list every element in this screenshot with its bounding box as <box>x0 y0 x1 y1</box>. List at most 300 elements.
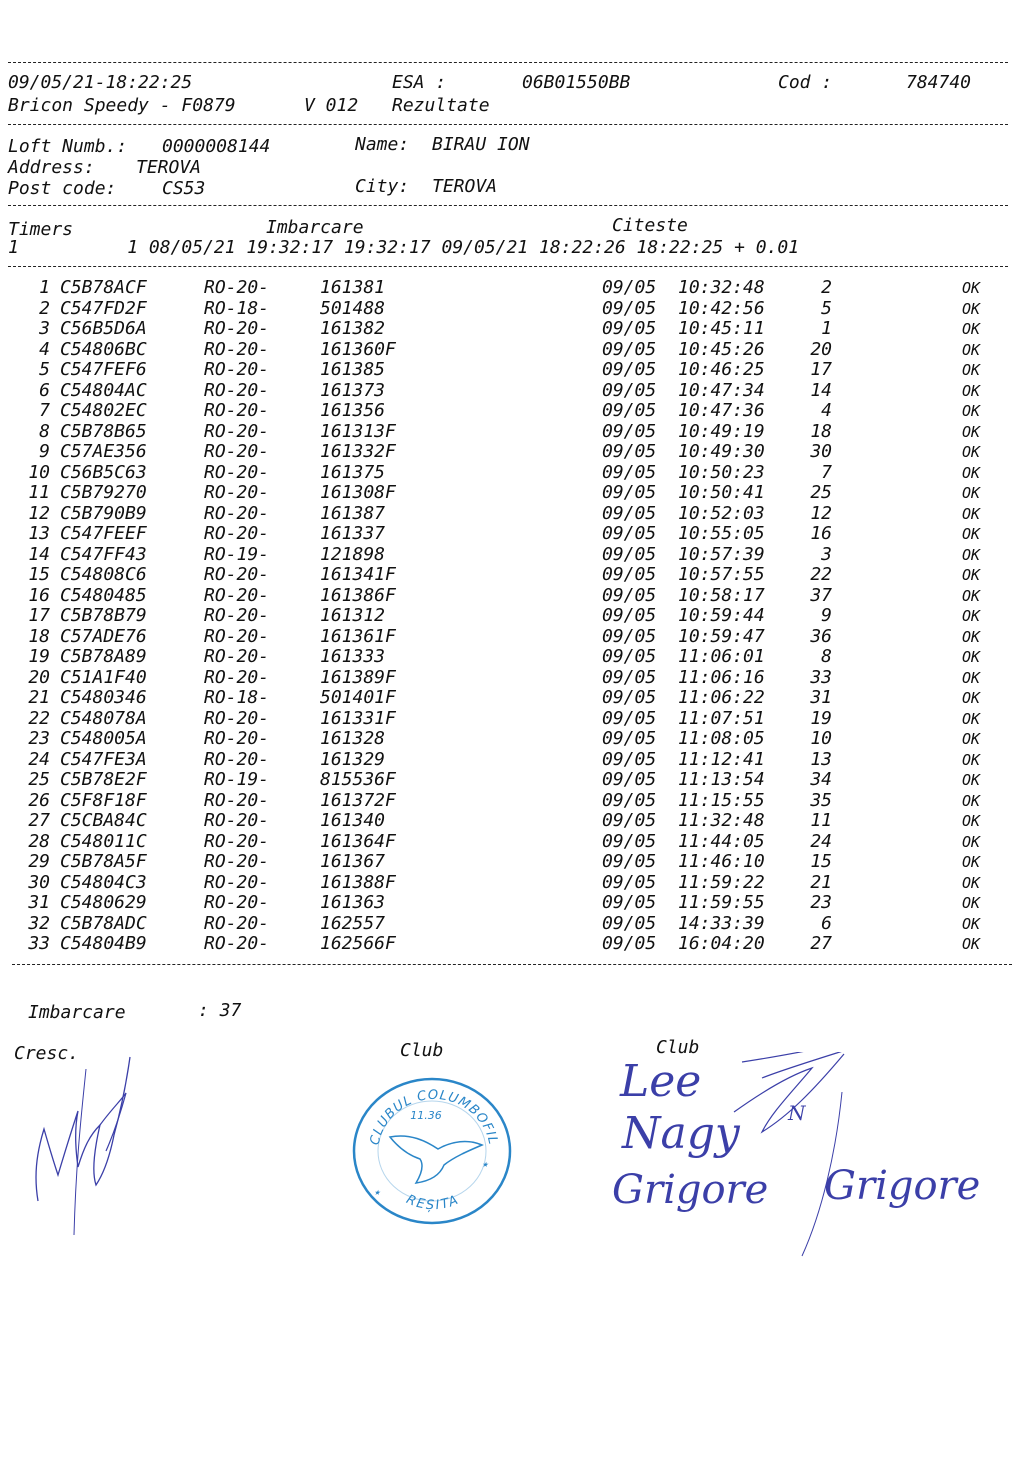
ring-prefix: RO-20- <box>204 728 270 749</box>
table-row <box>0 873 1024 893</box>
arrival-date: 09/05 <box>602 297 657 319</box>
status-ok: OK <box>962 709 981 728</box>
position: 14 <box>810 379 832 401</box>
ring-prefix: RO-20- <box>204 871 270 893</box>
row-index: 15 <box>28 564 50 585</box>
row-index: 21 <box>28 687 50 708</box>
table-row <box>0 360 1024 380</box>
arrival-date: 09/05 <box>602 359 657 380</box>
ring-number: 161375 <box>320 461 386 483</box>
arrival-date: 09/05 <box>602 851 657 872</box>
chip-code: C5B78A5F <box>60 851 147 872</box>
ring-prefix: RO-20- <box>204 892 270 913</box>
arrival-date: 09/05 <box>602 318 657 339</box>
chip-code: C5B78B79 <box>60 605 147 626</box>
dove-icon <box>390 1136 482 1183</box>
table-row <box>0 504 1024 524</box>
position: 34 <box>810 769 832 790</box>
ring-number: 161388F <box>320 871 396 893</box>
arrival-time: 11:15:55 <box>678 789 765 811</box>
ring-number: 161382 <box>320 318 386 339</box>
chip-code: C5B78B65 <box>60 420 147 442</box>
table-row <box>0 524 1024 544</box>
ring-prefix: RO-20- <box>204 338 270 360</box>
arrival-date: 09/05 <box>602 543 657 565</box>
status-ok: OK <box>962 730 981 748</box>
arrival-date: 09/05 <box>602 625 657 647</box>
chip-code: C5B78ACF <box>60 277 147 298</box>
table-row <box>0 319 1024 339</box>
position: 36 <box>810 625 832 647</box>
arrival-time: 10:55:05 <box>678 523 765 544</box>
postcode-value: CS53 <box>162 178 206 199</box>
table-row <box>0 729 1024 749</box>
arrival-date: 09/05 <box>602 871 657 893</box>
ring-number: 161356 <box>320 400 386 421</box>
arrival-time: 10:50:41 <box>678 482 765 503</box>
table-row <box>0 750 1024 770</box>
arrival-date: 09/05 <box>602 482 657 503</box>
arrival-date: 09/05 <box>602 400 657 421</box>
ring-prefix: RO-20- <box>204 933 270 954</box>
row-index: 13 <box>28 523 50 544</box>
ring-number: 162566F <box>320 933 396 954</box>
separator-line <box>8 124 1008 125</box>
ring-number: 815536F <box>320 769 396 790</box>
status-ok: OK <box>962 279 981 297</box>
esa-label: ESA : <box>392 72 447 93</box>
report-type: Rezultate <box>392 95 490 116</box>
position: 16 <box>810 523 832 544</box>
chip-code: C54804C3 <box>60 871 147 893</box>
ring-prefix: RO-20- <box>204 851 270 872</box>
ring-number: 162557 <box>320 912 386 934</box>
arrival-date: 09/05 <box>602 441 657 462</box>
club-label-1: Club <box>400 1040 444 1061</box>
citeste-header: Citeste <box>612 215 688 236</box>
row-index: 26 <box>28 789 50 811</box>
postcode-label: Post code: <box>8 178 117 199</box>
chip-code: C5B79270 <box>60 482 147 503</box>
table-row <box>0 340 1024 360</box>
position: 15 <box>810 851 832 872</box>
chip-code: C548005A <box>60 728 147 749</box>
status-ok: OK <box>962 750 981 769</box>
table-row <box>0 381 1024 401</box>
position: 27 <box>810 933 832 954</box>
status-ok: OK <box>962 832 981 851</box>
arrival-time: 11:06:16 <box>678 666 765 688</box>
position: 35 <box>810 789 832 811</box>
arrival-date: 09/05 <box>602 523 657 544</box>
arrival-date: 09/05 <box>602 584 657 606</box>
row-index: 30 <box>28 871 50 893</box>
table-row <box>0 791 1024 811</box>
position: 12 <box>810 502 832 524</box>
status-ok: OK <box>962 935 981 953</box>
position: 30 <box>810 441 832 462</box>
version: V 012 <box>304 95 359 116</box>
ring-prefix: RO-20- <box>204 277 270 298</box>
table-row <box>0 832 1024 852</box>
ring-prefix: RO-20- <box>204 584 270 606</box>
signature-initials: N <box>788 1101 806 1125</box>
chip-code: C5480629 <box>60 892 147 913</box>
ring-number: 161331F <box>320 707 396 729</box>
ring-prefix: RO-20- <box>204 420 270 442</box>
position: 4 <box>821 400 832 421</box>
timers-label: Timers <box>8 219 74 240</box>
arrival-time: 10:45:26 <box>678 338 765 360</box>
status-ok: OK <box>962 402 981 420</box>
row-index: 10 <box>28 461 50 483</box>
imbarcare-header: Imbarcare <box>266 217 364 238</box>
ring-prefix: RO-20- <box>204 400 270 421</box>
ring-prefix: RO-19- <box>204 543 270 565</box>
table-row <box>0 668 1024 688</box>
ring-number: 501401F <box>320 687 396 708</box>
chip-code: C5B78E2F <box>60 769 147 790</box>
ring-prefix: RO-20- <box>204 523 270 544</box>
address-value: TEROVA <box>136 157 202 178</box>
ring-number: 161361F <box>320 625 396 647</box>
position: 3 <box>821 543 832 565</box>
status-ok: OK <box>962 586 981 605</box>
row-index: 3 <box>39 318 50 339</box>
arrival-time: 16:04:20 <box>678 933 765 954</box>
status-ok: OK <box>962 894 981 912</box>
table-row <box>0 422 1024 442</box>
separator-line <box>8 62 1008 63</box>
table-row <box>0 401 1024 421</box>
table-row <box>0 299 1024 319</box>
status-ok: OK <box>962 443 981 461</box>
status-ok: OK <box>962 545 981 564</box>
position: 7 <box>821 461 832 483</box>
position: 24 <box>810 830 832 852</box>
position: 13 <box>810 748 832 770</box>
arrival-date: 09/05 <box>602 666 657 688</box>
chip-code: C54804AC <box>60 379 147 401</box>
chip-code: C5B790B9 <box>60 502 147 524</box>
arrival-date: 09/05 <box>602 338 657 360</box>
arrival-date: 09/05 <box>602 646 657 667</box>
ring-number: 161337 <box>320 523 386 544</box>
committee-signatures <box>612 1052 1002 1258</box>
ring-number: 161313F <box>320 420 396 442</box>
arrival-date: 09/05 <box>602 728 657 749</box>
arrival-date: 09/05 <box>602 277 657 298</box>
ring-prefix: RO-20- <box>204 748 270 770</box>
status-ok: OK <box>962 463 981 482</box>
ring-prefix: RO-20- <box>204 564 270 585</box>
ring-number: 161328 <box>320 728 386 749</box>
esa-value: 06B01550BB <box>522 72 631 93</box>
name-label: Name: <box>355 134 410 155</box>
ring-number: 161372F <box>320 789 396 811</box>
status-ok: OK <box>962 648 981 666</box>
ring-prefix: RO-20- <box>204 810 270 831</box>
ring-number: 161329 <box>320 748 386 770</box>
ring-prefix: RO-18- <box>204 687 270 708</box>
position: 23 <box>810 892 832 913</box>
chip-code: C57AE356 <box>60 441 147 462</box>
row-index: 4 <box>39 338 50 360</box>
ring-prefix: RO-18- <box>204 297 270 319</box>
city-value: TEROVA <box>432 176 498 197</box>
row-index: 6 <box>39 379 50 401</box>
position: 20 <box>810 338 832 360</box>
ring-prefix: RO-20- <box>204 502 270 524</box>
arrival-time: 11:06:22 <box>678 687 765 708</box>
row-index: 28 <box>28 830 50 852</box>
row-index: 23 <box>28 728 50 749</box>
city-label: City: <box>355 176 410 197</box>
status-ok: OK <box>962 340 981 359</box>
row-index: 11 <box>28 482 50 503</box>
ring-number: 161333 <box>320 646 386 667</box>
row-index: 2 <box>39 297 50 319</box>
status-ok: OK <box>962 484 981 502</box>
table-row <box>0 606 1024 626</box>
status-ok: OK <box>962 914 981 933</box>
ring-number: 161367 <box>320 851 386 872</box>
chip-code: C56B5D6A <box>60 318 147 339</box>
position: 11 <box>810 810 832 831</box>
status-ok: OK <box>962 873 981 892</box>
chip-code: C5B78ADC <box>60 912 147 934</box>
arrival-time: 10:52:03 <box>678 502 765 524</box>
ring-prefix: RO-20- <box>204 441 270 462</box>
star-icon: ★ <box>482 1159 489 1170</box>
ring-number: 161387 <box>320 502 386 524</box>
stamp-bottom-text: REȘITA <box>403 1192 463 1214</box>
position: 9 <box>821 605 832 626</box>
status-ok: OK <box>962 422 981 441</box>
arrival-date: 09/05 <box>602 830 657 852</box>
ring-prefix: RO-20- <box>204 666 270 688</box>
cresc-label: Cresc. <box>14 1043 80 1064</box>
signature-name-2: Nagy <box>622 1108 740 1159</box>
table-row <box>0 463 1024 483</box>
chip-code: C547FEEF <box>60 523 147 544</box>
ring-number: 161308F <box>320 482 396 503</box>
row-index: 8 <box>39 420 50 442</box>
chip-code: C547FF43 <box>60 543 147 565</box>
row-index: 20 <box>28 666 50 688</box>
ring-number: 161364F <box>320 830 396 852</box>
status-ok: OK <box>962 812 981 830</box>
status-ok: OK <box>962 320 981 338</box>
imbarcare-total-label: Imbarcare <box>28 1002 126 1023</box>
table-row <box>0 770 1024 790</box>
ring-number: 161385 <box>320 359 386 380</box>
stamp-number: 11.36 <box>410 1109 442 1122</box>
ring-prefix: RO-20- <box>204 359 270 380</box>
arrival-date: 09/05 <box>602 810 657 831</box>
ring-prefix: RO-20- <box>204 318 270 339</box>
table-row <box>0 688 1024 708</box>
arrival-time: 11:12:41 <box>678 748 765 770</box>
row-index: 24 <box>28 748 50 770</box>
chip-code: C548078A <box>60 707 147 729</box>
ring-number: 501488 <box>320 297 386 319</box>
chip-code: C57ADE76 <box>60 625 147 647</box>
signature-name-4: Grigore <box>824 1163 981 1209</box>
arrival-time: 11:59:55 <box>678 892 765 913</box>
separator-line <box>8 266 1008 267</box>
row-index: 22 <box>28 707 50 729</box>
signature-name-3: Grigore <box>612 1167 769 1213</box>
table-row <box>0 545 1024 565</box>
club-label-2: Club <box>656 1037 700 1058</box>
ring-prefix: RO-20- <box>204 605 270 626</box>
status-ok: OK <box>962 566 981 584</box>
arrival-date: 09/05 <box>602 789 657 811</box>
arrival-date: 09/05 <box>602 420 657 442</box>
table-row <box>0 934 1024 954</box>
status-ok: OK <box>962 668 981 687</box>
ring-number: 121898 <box>320 543 386 565</box>
ring-prefix: RO-20- <box>204 912 270 934</box>
arrival-time: 10:59:47 <box>678 625 765 647</box>
row-index: 7 <box>39 400 50 421</box>
arrival-date: 09/05 <box>602 502 657 524</box>
row-index: 14 <box>28 543 50 565</box>
table-row <box>0 647 1024 667</box>
table-row <box>0 565 1024 585</box>
arrival-time: 11:46:10 <box>678 851 765 872</box>
arrival-date: 09/05 <box>602 912 657 934</box>
row-index: 9 <box>39 441 50 462</box>
table-row <box>0 278 1024 298</box>
table-row <box>0 852 1024 872</box>
system-name: Bricon Speedy - F0879 <box>8 95 236 116</box>
row-index: 5 <box>39 359 50 380</box>
position: 31 <box>810 687 832 708</box>
status-ok: OK <box>962 771 981 789</box>
loft-number-value: 0000008144 <box>162 136 271 157</box>
cod-value: 784740 <box>906 72 972 93</box>
chip-code: C54806BC <box>60 338 147 360</box>
chip-code: C54804B9 <box>60 933 147 954</box>
stamp-top-text: CLUBUL COLUMBOFIL <box>367 1087 501 1147</box>
row-index: 17 <box>28 605 50 626</box>
table-row <box>0 442 1024 462</box>
status-ok: OK <box>962 504 981 523</box>
ring-prefix: RO-20- <box>204 482 270 503</box>
position: 1 <box>821 318 832 339</box>
arrival-time: 10:45:11 <box>678 318 765 339</box>
table-row <box>0 914 1024 934</box>
row-index: 32 <box>28 912 50 934</box>
timer-line: 1 1 08/05/21 19:32:17 19:32:17 09/05/21 18:22:26 18:22:25 + 0.01 <box>8 237 800 258</box>
arrival-date: 09/05 <box>602 461 657 483</box>
position: 6 <box>821 912 832 934</box>
row-index: 33 <box>28 933 50 954</box>
status-ok: OK <box>962 525 981 543</box>
chip-code: C547FE3A <box>60 748 147 770</box>
row-index: 31 <box>28 892 50 913</box>
ring-number: 161360F <box>320 338 396 360</box>
star-icon: ★ <box>374 1187 381 1198</box>
chip-code: C54802EC <box>60 400 147 421</box>
chip-code: C5480485 <box>60 584 147 606</box>
arrival-time: 10:59:44 <box>678 605 765 626</box>
arrival-time: 11:08:05 <box>678 728 765 749</box>
cod-label: Cod : <box>778 72 833 93</box>
arrival-time: 11:32:48 <box>678 810 765 831</box>
arrival-time: 10:49:19 <box>678 420 765 442</box>
ring-prefix: RO-20- <box>204 625 270 647</box>
arrival-date: 09/05 <box>602 564 657 585</box>
address-label: Address: <box>8 157 95 178</box>
chip-code: C56B5C63 <box>60 461 147 483</box>
ring-number: 161386F <box>320 584 396 606</box>
table-row <box>0 627 1024 647</box>
ring-number: 161363 <box>320 892 386 913</box>
ring-number: 161332F <box>320 441 396 462</box>
status-ok: OK <box>962 853 981 871</box>
chip-code: C5CBA84C <box>60 810 147 831</box>
status-ok: OK <box>962 627 981 646</box>
arrival-time: 10:57:55 <box>678 564 765 585</box>
row-index: 19 <box>28 646 50 667</box>
arrival-time: 10:46:25 <box>678 359 765 380</box>
row-index: 16 <box>28 584 50 606</box>
separator-line <box>8 205 1008 206</box>
arrival-date: 09/05 <box>602 892 657 913</box>
ring-prefix: RO-20- <box>204 646 270 667</box>
position: 19 <box>810 707 832 729</box>
ring-prefix: RO-20- <box>204 789 270 811</box>
table-row <box>0 586 1024 606</box>
chip-code: C5B78A89 <box>60 646 147 667</box>
chip-code: C547FD2F <box>60 297 147 319</box>
status-ok: OK <box>962 299 981 318</box>
club-stamp <box>350 1075 514 1225</box>
position: 21 <box>810 871 832 893</box>
row-index: 18 <box>28 625 50 647</box>
ring-number: 161341F <box>320 564 396 585</box>
position: 25 <box>810 482 832 503</box>
report-datetime: 09/05/21-18:22:25 <box>8 72 193 93</box>
row-index: 12 <box>28 502 50 524</box>
row-index: 29 <box>28 851 50 872</box>
ring-number: 161381 <box>320 277 386 298</box>
arrival-time: 11:06:01 <box>678 646 765 667</box>
position: 8 <box>821 646 832 667</box>
arrival-time: 10:50:23 <box>678 461 765 483</box>
chip-code: C5480346 <box>60 687 147 708</box>
ring-prefix: RO-20- <box>204 379 270 401</box>
signature-name-1: Lee <box>620 1056 702 1107</box>
position: 18 <box>810 420 832 442</box>
position: 22 <box>810 564 832 585</box>
arrival-time: 11:07:51 <box>678 707 765 729</box>
arrival-time: 11:13:54 <box>678 769 765 790</box>
arrival-time: 11:44:05 <box>678 830 765 852</box>
ring-number: 161389F <box>320 666 396 688</box>
breeder-signature <box>30 1055 150 1245</box>
position: 2 <box>821 277 832 298</box>
separator-line <box>12 964 1012 965</box>
chip-code: C54808C6 <box>60 564 147 585</box>
arrival-time: 10:32:48 <box>678 277 765 298</box>
status-ok: OK <box>962 607 981 625</box>
name-value: BIRAU ION <box>432 134 530 155</box>
position: 17 <box>810 359 832 380</box>
